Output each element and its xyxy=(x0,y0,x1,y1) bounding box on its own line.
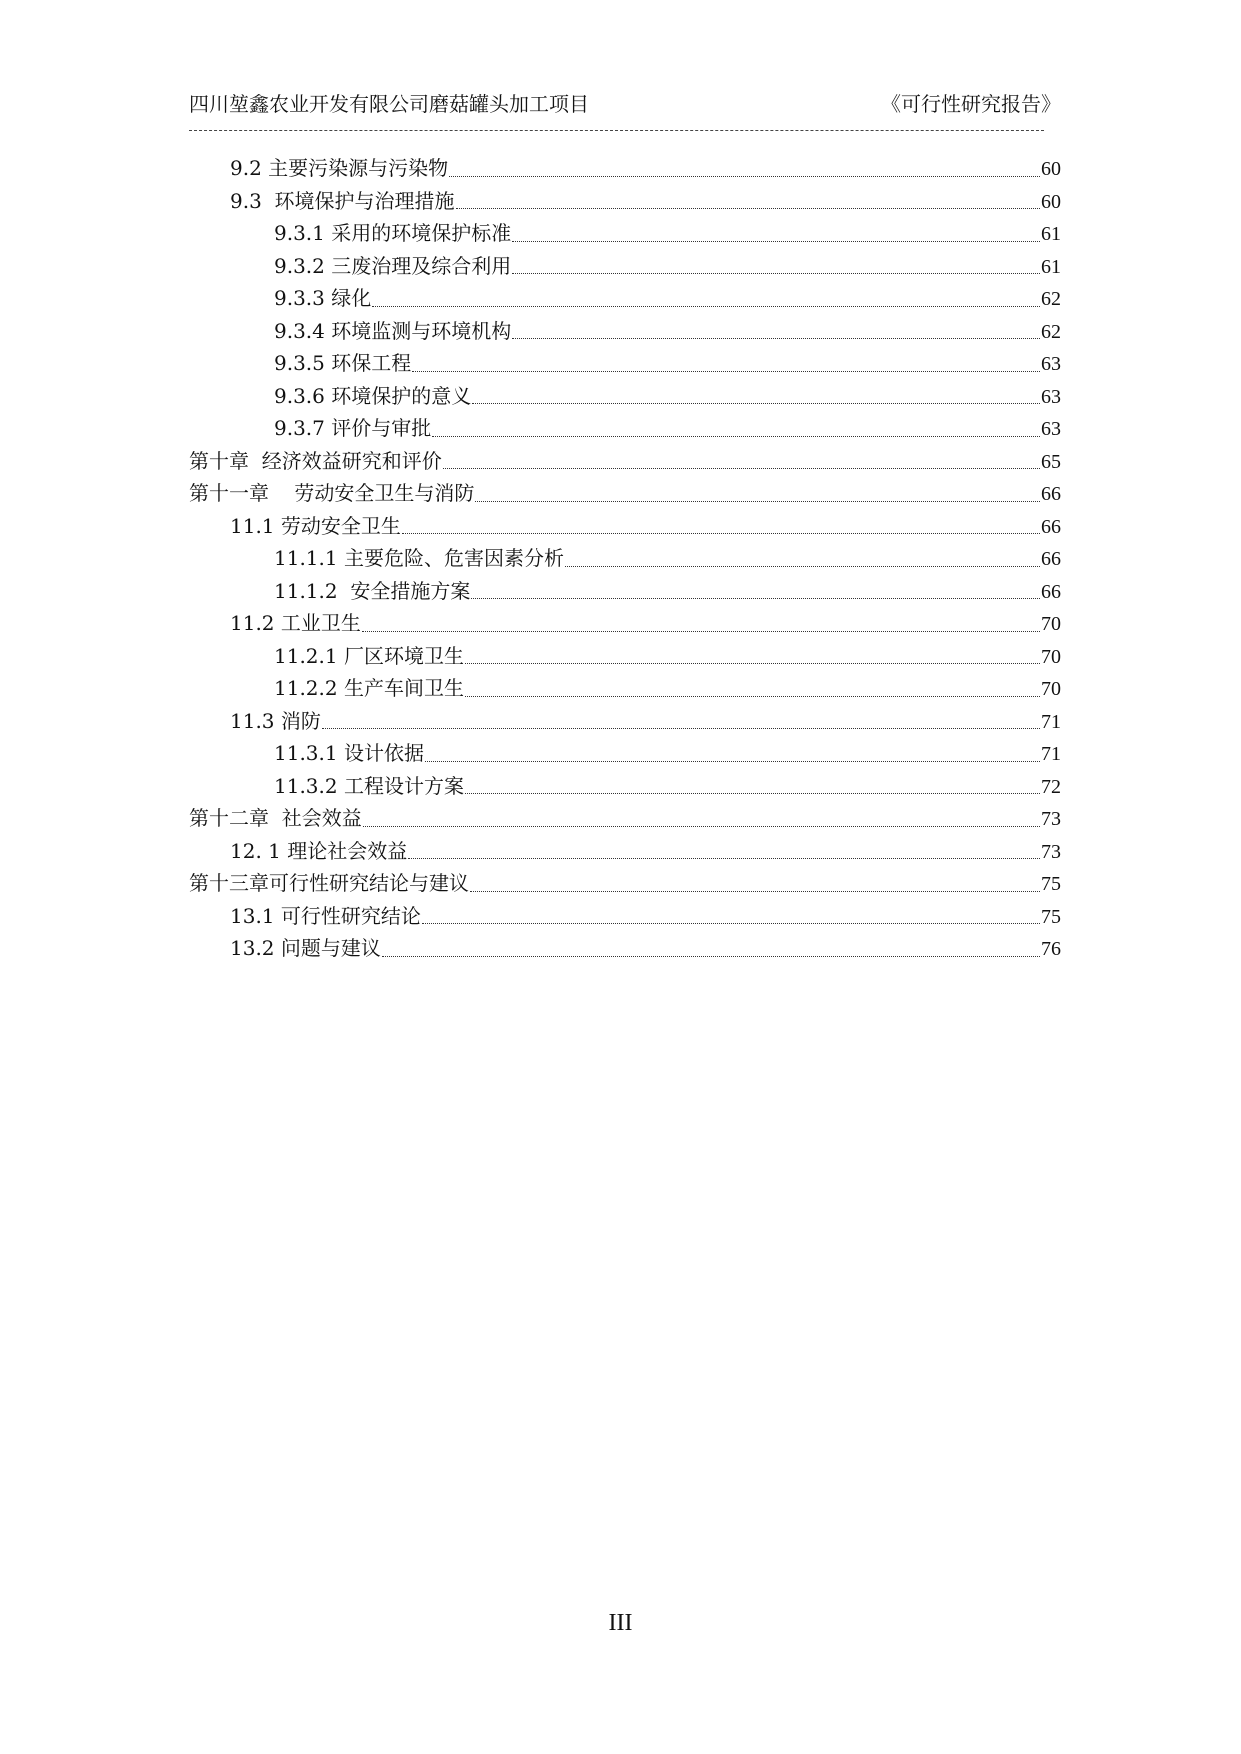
toc-entry-title: 第十二章 社会效益 xyxy=(189,806,362,830)
toc-entry[interactable] xyxy=(189,640,1061,673)
toc-leader-dots xyxy=(322,724,1040,729)
toc-leader-dots xyxy=(456,204,1040,209)
toc-entry-page: 63 xyxy=(1041,353,1061,375)
toc-leader-dots xyxy=(512,334,1040,339)
toc-leader-dots xyxy=(465,789,1040,794)
toc-leader-dots xyxy=(362,627,1040,632)
toc-leader-dots xyxy=(470,887,1040,892)
toc-entry[interactable] xyxy=(189,152,1061,185)
header-report-title: 《可行性研究报告》 xyxy=(881,92,1061,116)
toc-leader-dots xyxy=(443,464,1040,469)
toc-leader-dots xyxy=(471,594,1040,599)
toc-entry-page: 65 xyxy=(1041,450,1061,473)
toc-entry-page: 62 xyxy=(1041,320,1061,343)
toc-entry-title: 11.3 消防 xyxy=(230,708,321,733)
toc-entry-title: 11.1.2 安全措施方案 xyxy=(274,578,471,603)
toc-entry-title: 11.1.1 主要危险、危害因素分析 xyxy=(274,546,564,570)
toc-entry-page: 61 xyxy=(1041,255,1061,278)
toc-leader-dots xyxy=(512,269,1040,274)
toc-entry-title: 11.1 劳动安全卫生 xyxy=(230,513,401,538)
toc-entry-title: 9.2 主要污染源与污染物 xyxy=(230,156,449,180)
toc-entry-page: 73 xyxy=(1041,840,1061,863)
toc-leader-dots xyxy=(382,952,1040,957)
toc-entry-title: 11.3.1 设计依据 xyxy=(274,741,424,765)
toc-entry-title: 11.2.1 厂区环境卫生 xyxy=(274,643,464,668)
toc-entry[interactable] xyxy=(189,932,1061,965)
toc-entry[interactable] xyxy=(189,185,1061,218)
toc-leader-dots xyxy=(402,529,1040,534)
toc-entry-title: 9.3.3 绿化 xyxy=(274,286,372,310)
toc-entry-title: 11.3.2 工程设计方案 xyxy=(274,773,464,798)
toc-leader-dots xyxy=(425,757,1040,762)
toc-entry[interactable] xyxy=(189,867,1061,900)
toc-entry-page: 70 xyxy=(1041,645,1061,668)
toc-entry-page: 61 xyxy=(1041,223,1061,245)
toc-entry[interactable] xyxy=(189,802,1061,835)
toc-entry-title: 9.3.4 环境监测与环境机构 xyxy=(274,318,512,343)
toc-entry-page: 70 xyxy=(1041,613,1061,635)
toc-entry-title: 第十章 经济效益研究和评价 xyxy=(189,448,442,473)
toc-entry-page: 62 xyxy=(1041,288,1061,310)
toc-entry[interactable] xyxy=(189,282,1061,315)
toc-entry[interactable] xyxy=(189,542,1061,575)
toc-entry[interactable] xyxy=(189,315,1061,348)
toc-entry[interactable] xyxy=(189,672,1061,705)
toc-entry[interactable] xyxy=(189,510,1061,543)
toc-entry-page: 60 xyxy=(1041,158,1061,180)
toc-entry-title: 9.3.2 三废治理及综合利用 xyxy=(274,253,512,278)
toc-entry-page: 73 xyxy=(1041,808,1061,830)
toc-entry[interactable] xyxy=(189,835,1061,868)
toc-leader-dots xyxy=(363,822,1040,827)
toc-entry[interactable] xyxy=(189,445,1061,478)
toc-entry-title: 9.3.7 评价与审批 xyxy=(274,416,432,440)
toc-leader-dots xyxy=(472,399,1040,404)
toc-entry-title: 11.2 工业卫生 xyxy=(230,611,361,635)
toc-leader-dots xyxy=(372,302,1040,307)
toc-entry-page: 66 xyxy=(1041,580,1061,603)
toc-entry-page: 70 xyxy=(1041,678,1061,700)
toc-entry[interactable] xyxy=(189,575,1061,608)
toc-entry-page: 60 xyxy=(1041,190,1061,213)
toc-entry-page: 63 xyxy=(1041,385,1061,408)
page-header xyxy=(189,84,1061,124)
toc-entry-title: 9.3.6 环境保护的意义 xyxy=(274,383,472,408)
toc-leader-dots xyxy=(465,659,1040,664)
toc-leader-dots xyxy=(408,854,1040,859)
toc-entry[interactable] xyxy=(189,347,1061,380)
toc-entry-title: 第十三章可行性研究结论与建议 xyxy=(189,871,469,895)
toc-leader-dots xyxy=(412,367,1040,372)
toc-entry-page: 75 xyxy=(1041,873,1061,895)
toc-leader-dots xyxy=(475,497,1040,502)
toc-entry-title: 11.2.2 生产车间卫生 xyxy=(274,676,464,700)
toc-entry-page: 76 xyxy=(1041,938,1061,960)
header-document-title: 四川堃鑫农业开发有限公司磨菇罐头加工项目 xyxy=(189,92,589,116)
toc-entry-title: 13.2 问题与建议 xyxy=(230,936,381,960)
toc-entry-title: 9.3 环境保护与治理措施 xyxy=(230,188,455,213)
toc-leader-dots xyxy=(422,919,1040,924)
toc-entry-page: 75 xyxy=(1041,905,1061,928)
toc-entry[interactable] xyxy=(189,217,1061,250)
toc-entry-page: 66 xyxy=(1041,515,1061,538)
toc-entry-page: 71 xyxy=(1041,743,1061,765)
toc-entry-title: 13.1 可行性研究结论 xyxy=(230,903,421,928)
header-divider xyxy=(189,130,1044,131)
toc-entry[interactable] xyxy=(189,900,1061,933)
toc-entry-title: 9.3.5 环保工程 xyxy=(274,351,412,375)
toc-leader-dots xyxy=(565,562,1040,567)
toc-entry-page: 66 xyxy=(1041,548,1061,570)
toc-entry[interactable] xyxy=(189,380,1061,413)
toc-entry-page: 63 xyxy=(1041,418,1061,440)
toc-entry[interactable] xyxy=(189,705,1061,738)
toc-leader-dots xyxy=(449,172,1040,177)
toc-entry[interactable] xyxy=(189,607,1061,640)
toc-entry[interactable] xyxy=(189,412,1061,445)
toc-entry-title: 第十一章 劳动安全卫生与消防 xyxy=(189,481,475,505)
toc-leader-dots xyxy=(432,432,1040,437)
toc-entry-title: 9.3.1 采用的环境保护标准 xyxy=(274,221,512,245)
toc-entry[interactable] xyxy=(189,477,1061,510)
toc-entry[interactable] xyxy=(189,737,1061,770)
toc-leader-dots xyxy=(465,692,1040,697)
toc-entry-title: 12. 1 理论社会效益 xyxy=(230,838,408,863)
page-number: III xyxy=(608,1610,633,1636)
toc-leader-dots xyxy=(512,237,1040,242)
toc-entry-page: 72 xyxy=(1041,775,1061,798)
toc-entry-page: 66 xyxy=(1041,483,1061,505)
toc-entry[interactable] xyxy=(189,250,1061,283)
toc-entry[interactable] xyxy=(189,770,1061,803)
toc-entry-page: 71 xyxy=(1041,710,1061,733)
table-of-contents xyxy=(189,152,1061,965)
